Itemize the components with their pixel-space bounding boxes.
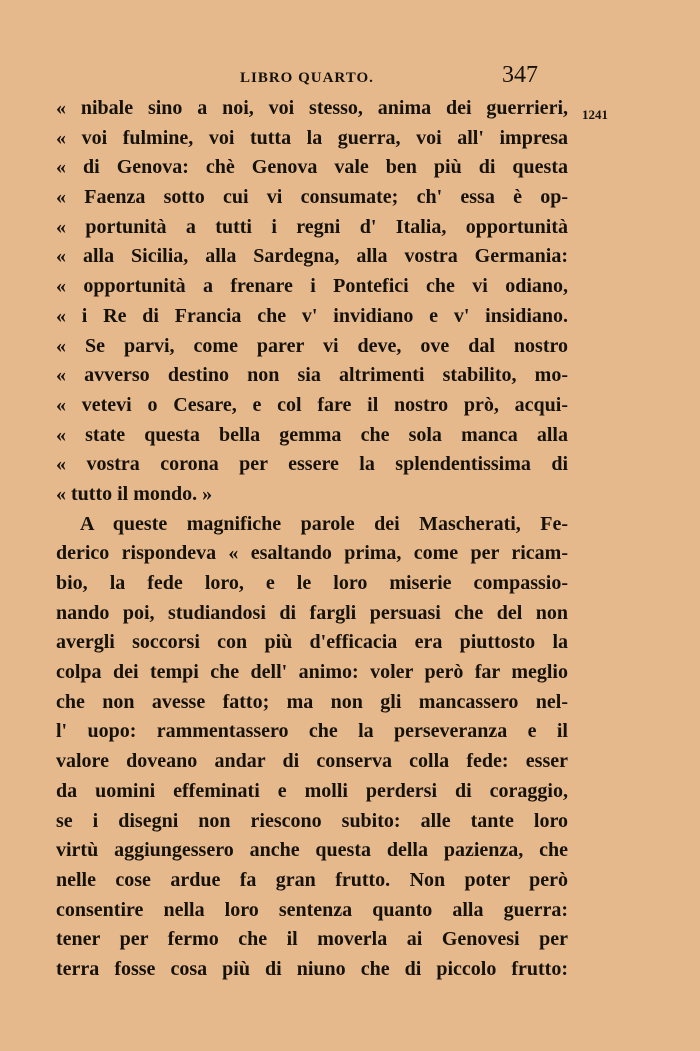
text-line: avergli soccorsi con più d'efficacia era piuttosto la: [56, 631, 568, 654]
text-line: derico rispondeva « esaltando prima, come per ricam-: [56, 542, 568, 565]
text-line: colpa dei tempi che dell' animo: voler però far meglio: [56, 661, 568, 684]
text-line: « Faenza sotto cui vi consumate; ch' essa è op-: [56, 186, 568, 209]
text-line: l' uopo: rammentassero che la perseveranza e il: [56, 720, 568, 743]
text-line: « vetevi o Cesare, e col fare il nostro prò, acqui-: [56, 393, 568, 416]
text-line: terra fosse cosa più di niuno che di piccolo frutto:: [56, 957, 568, 980]
text-line: nando poi, studiandosi di fargli persuasi che del non: [56, 601, 568, 624]
text-line: « voi fulmine, voi tutta la guerra, voi all' impresa: [56, 126, 568, 149]
text-line: « i Re di Francia che v' invidiano e v' insidiano.: [56, 304, 568, 327]
text-line: da uomini effeminati e molli perdersi di coraggio,: [56, 779, 568, 802]
text-line: « nibale sino a noi, voi stesso, anima dei guerrieri,: [56, 97, 568, 119]
text-line: valore doveano andar di conserva colla fede: esser: [56, 750, 568, 773]
text-line: virtù aggiungessero anche questa della pazienza, che: [56, 839, 568, 862]
running-title: LIBRO QUARTO.: [240, 70, 374, 86]
page-number: 347: [502, 62, 538, 88]
text-line: se i disegni non riescono subito: alle tante loro: [56, 809, 568, 832]
text-line: « di Genova: chè Genova vale ben più di questa: [56, 156, 568, 179]
text-line: che non avesse fatto; ma non gli mancassero nel-: [56, 690, 568, 713]
body-text: [56, 94, 568, 985]
text-line: « opportunità a frenare i Pontefici che vi odiano,: [56, 275, 568, 298]
text-line: « portunità a tutti i regni d' Italia, opportunità: [56, 215, 568, 238]
text-line: tener per fermo che il moverla ai Genovesi per: [56, 928, 568, 951]
text-line: « Se parvi, come parer vi deve, ove dal nostro: [56, 334, 568, 357]
text-line: « alla Sicilia, alla Sardegna, alla vostra Germania:: [56, 245, 568, 268]
text-line: « tutto il mondo. »: [56, 482, 213, 505]
text-line: consentire nella loro sentenza quanto alla guerra:: [56, 898, 568, 921]
text-line: nelle cose ardue fa gran frutto. Non poter però: [56, 868, 568, 891]
text-line: bio, la fede loro, e le loro miserie compassio-: [56, 572, 568, 594]
text-line: « vostra corona per essere la splendentissima di: [56, 453, 568, 476]
text-line: « state questa bella gemma che sola manca alla: [56, 423, 568, 446]
text-line: A queste magnifiche parole dei Mascherati, Fe-: [80, 512, 568, 535]
text-line: « avverso destino non sia altrimenti stabilito, mo-: [56, 364, 568, 387]
margin-year-note: 1241: [582, 107, 608, 122]
